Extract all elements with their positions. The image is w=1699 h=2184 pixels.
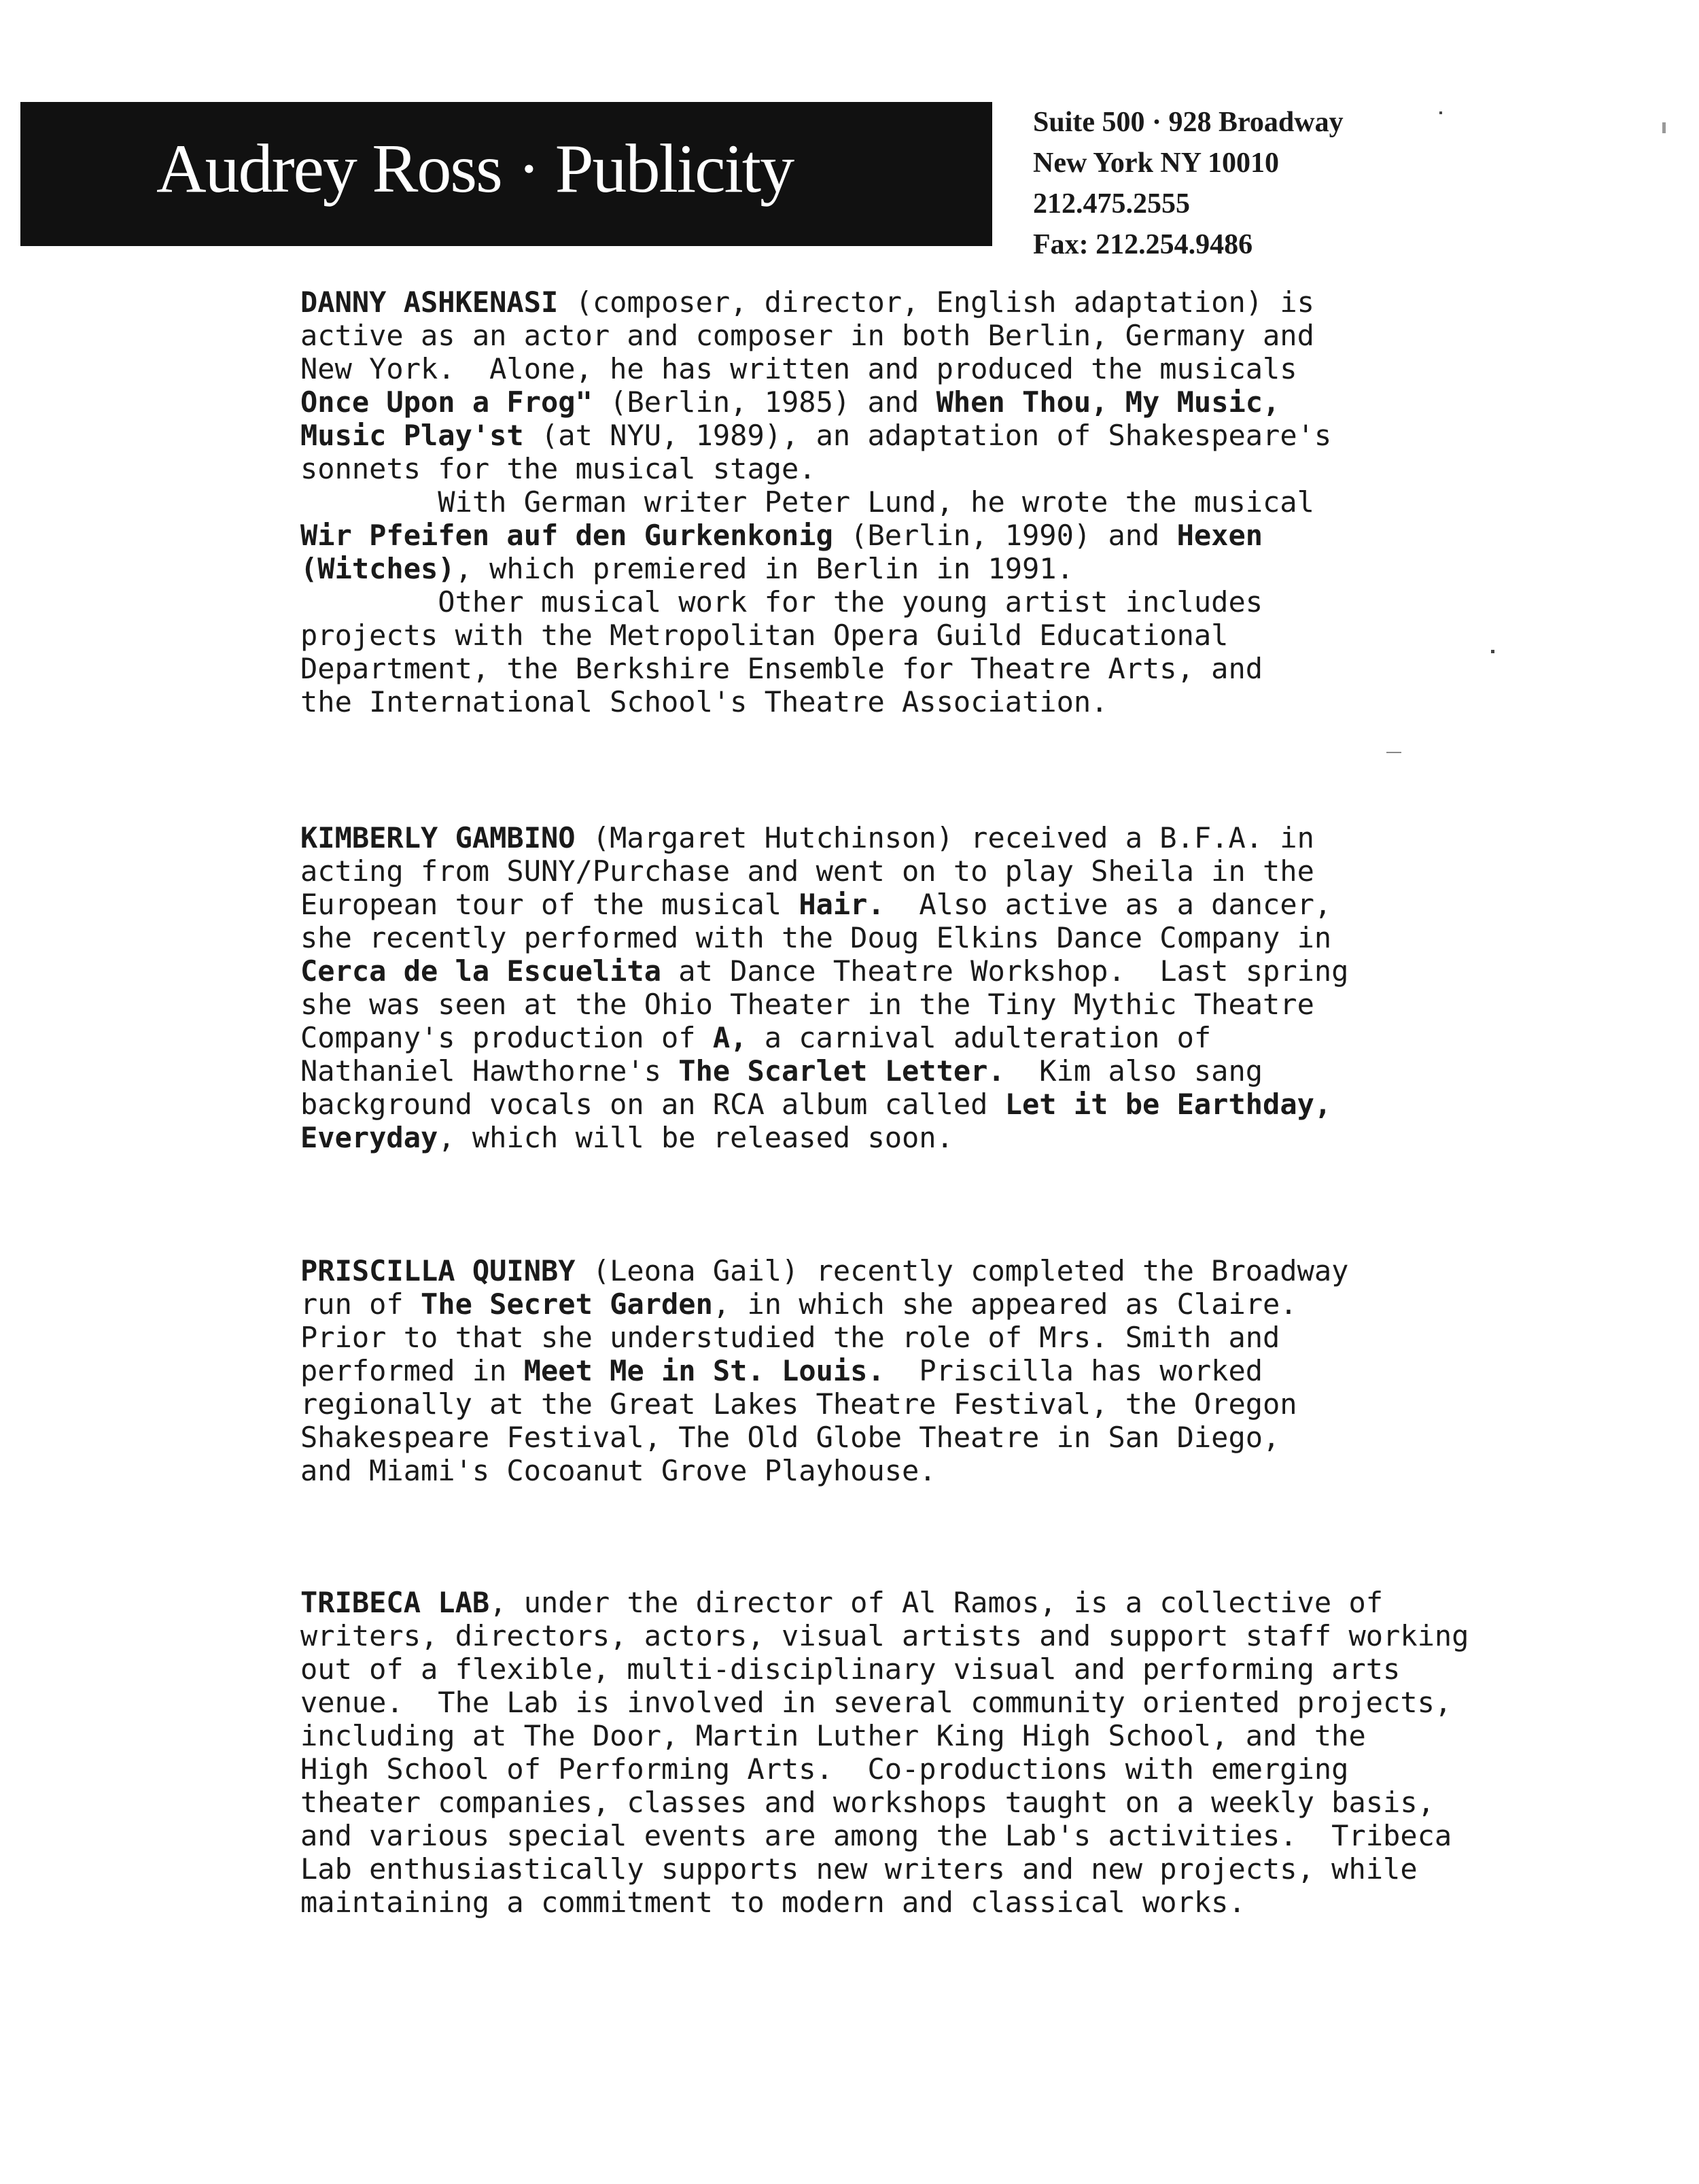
bio-line: New York. Alone, he has written and produced the musicals — [300, 352, 1297, 385]
company-address — [1033, 102, 1344, 265]
bio-text: (composer, director, English adaptation) is — [558, 285, 1314, 319]
work-title: Cerca de la Escuelita — [300, 954, 662, 988]
bio-tribeca-lab — [300, 1586, 1496, 1919]
bio-line: and various special events are among the Lab's activities. Tribeca — [300, 1819, 1452, 1852]
bio-text: performed in — [300, 1354, 524, 1387]
scan-speck — [1386, 752, 1401, 753]
bio-line: and Miami's Cocoanut Grove Playhouse. — [300, 1454, 936, 1487]
bio-line — [300, 888, 1496, 921]
company-name: Audrey Ross · Publicity — [156, 131, 794, 207]
bio-line: Prior to that she understudied the role of Mrs. Smith and — [300, 1321, 1280, 1354]
work-title: (Witches) — [300, 552, 455, 585]
bio-text: (Berlin, 1990) and — [833, 519, 1177, 552]
bio-text: European tour of the musical — [300, 888, 799, 921]
bio-line: With German writer Peter Lund, he wrote the musical — [300, 485, 1314, 519]
bio-text: Priscilla has worked — [884, 1354, 1263, 1387]
bio-line — [300, 419, 1496, 452]
bio-line: Lab enthusiastically supports new writers and new projects, while — [300, 1852, 1418, 1886]
bio-text: run of — [300, 1287, 421, 1321]
bio-person-name: DANNY ASHKENASI — [300, 285, 559, 319]
fax-number: Fax: 212.254.9486 — [1033, 229, 1253, 260]
bio-text: a carnival adulteration of — [747, 1021, 1212, 1054]
bio-line — [300, 954, 1496, 988]
bio-line — [300, 1287, 1496, 1321]
bio-line — [300, 1088, 1496, 1121]
work-title: Music Play'st — [300, 419, 524, 452]
bio-line: regionally at the Great Lakes Theatre Festival, the Oregon — [300, 1387, 1297, 1421]
bio-danny-ashkenasi — [300, 285, 1496, 718]
bio-text: (Berlin, 1985) and — [592, 385, 936, 419]
work-title: The Secret Garden — [421, 1287, 713, 1321]
phone-number: 212.475.2555 — [1033, 188, 1190, 220]
bio-person-name: TRIBECA LAB — [300, 1586, 490, 1619]
work-title: When Thou, My Music, — [936, 385, 1280, 419]
work-title: Hair. — [799, 888, 885, 921]
bio-line — [300, 285, 1496, 319]
bio-text: , which premiered in Berlin in 1991. — [455, 552, 1074, 585]
bio-line — [300, 1054, 1496, 1088]
work-title: A, — [712, 1021, 748, 1054]
scan-speck — [1439, 111, 1442, 114]
bio-line: Shakespeare Festival, The Old Globe Theatre in San Diego, — [300, 1421, 1280, 1454]
work-title: Everyday — [300, 1121, 438, 1154]
bio-line: projects with the Metropolitan Opera Guild Educational — [300, 619, 1229, 652]
bio-text: Nathaniel Hawthorne's — [300, 1054, 679, 1088]
bio-text: , under the director of Al Ramos, is a collective of — [489, 1586, 1384, 1619]
bio-line — [300, 385, 1496, 419]
bio-text: Kim also sang — [1004, 1054, 1263, 1088]
bio-text: (Leona Gail) recently completed the Broadway — [575, 1254, 1349, 1287]
bio-line — [300, 552, 1496, 585]
bio-line — [300, 519, 1496, 552]
bio-kimberly-gambino — [300, 821, 1496, 1154]
bio-text: Also active as a dancer, — [884, 888, 1332, 921]
bio-line: the International School's Theatre Association. — [300, 685, 1108, 718]
bio-line: venue. The Lab is involved in several community oriented projects, — [300, 1686, 1452, 1719]
address-line-2: New York NY 10010 — [1033, 148, 1280, 179]
bio-line: High School of Performing Arts. Co-productions with emerging — [300, 1752, 1349, 1786]
bio-line: Other musical work for the young artist includes — [300, 585, 1263, 619]
work-title: Meet Me in St. Louis. — [523, 1354, 885, 1387]
bio-line: acting from SUNY/Purchase and went on to play Sheila in the — [300, 854, 1314, 888]
bio-line: including at The Door, Martin Luther King High School, and the — [300, 1719, 1366, 1752]
bio-text: (Margaret Hutchinson) received a B.F.A. in — [575, 821, 1314, 854]
bio-line — [300, 821, 1496, 854]
scan-speck — [1662, 122, 1666, 133]
bio-line: maintaining a commitment to modern and classical works. — [300, 1886, 1246, 1919]
bio-person-name: PRISCILLA QUINBY — [300, 1254, 576, 1287]
bio-text: Company's production of — [300, 1021, 713, 1054]
bio-line — [300, 1121, 1496, 1154]
bio-person-name: KIMBERLY GAMBINO — [300, 821, 576, 854]
bio-text: at Dance Theatre Workshop. Last spring — [661, 954, 1349, 988]
work-title: Hexen — [1176, 519, 1263, 552]
bio-line: active as an actor and composer in both Berlin, Germany and — [300, 319, 1314, 352]
bio-line — [300, 1586, 1496, 1619]
bio-text: background vocals on an RCA album called — [300, 1088, 1005, 1121]
bio-line — [300, 1354, 1496, 1387]
work-title: Once Upon a Frog" — [300, 385, 593, 419]
work-title: Wir Pfeifen auf den Gurkenkonig — [300, 519, 833, 552]
work-title: Let it be Earthday, — [1004, 1088, 1332, 1121]
letterhead-banner — [20, 102, 992, 246]
bio-text: (at NYU, 1989), an adaptation of Shakespeare's — [523, 419, 1332, 452]
bio-line: writers, directors, actors, visual artists and support staff working — [300, 1619, 1469, 1652]
bio-priscilla-quinby — [300, 1254, 1496, 1487]
bio-line: sonnets for the musical stage. — [300, 452, 816, 485]
bio-text: , in which she appeared as Claire. — [712, 1287, 1297, 1321]
bio-line: Department, the Berkshire Ensemble for Theatre Arts, and — [300, 652, 1263, 685]
bio-line: she recently performed with the Doug Elkins Dance Company in — [300, 921, 1332, 954]
bio-line: out of a flexible, multi-disciplinary visual and performing arts — [300, 1652, 1401, 1686]
bio-line — [300, 1021, 1496, 1054]
bio-line: theater companies, classes and workshops taught on a weekly basis, — [300, 1786, 1435, 1819]
scan-speck — [1491, 650, 1494, 653]
bio-text: , which will be released soon. — [438, 1121, 953, 1154]
bio-line — [300, 1254, 1496, 1287]
address-line-1: Suite 500 · 928 Broadway — [1033, 107, 1344, 138]
bio-line: she was seen at the Ohio Theater in the Tiny Mythic Theatre — [300, 988, 1314, 1021]
work-title: The Scarlet Letter. — [678, 1054, 1005, 1088]
